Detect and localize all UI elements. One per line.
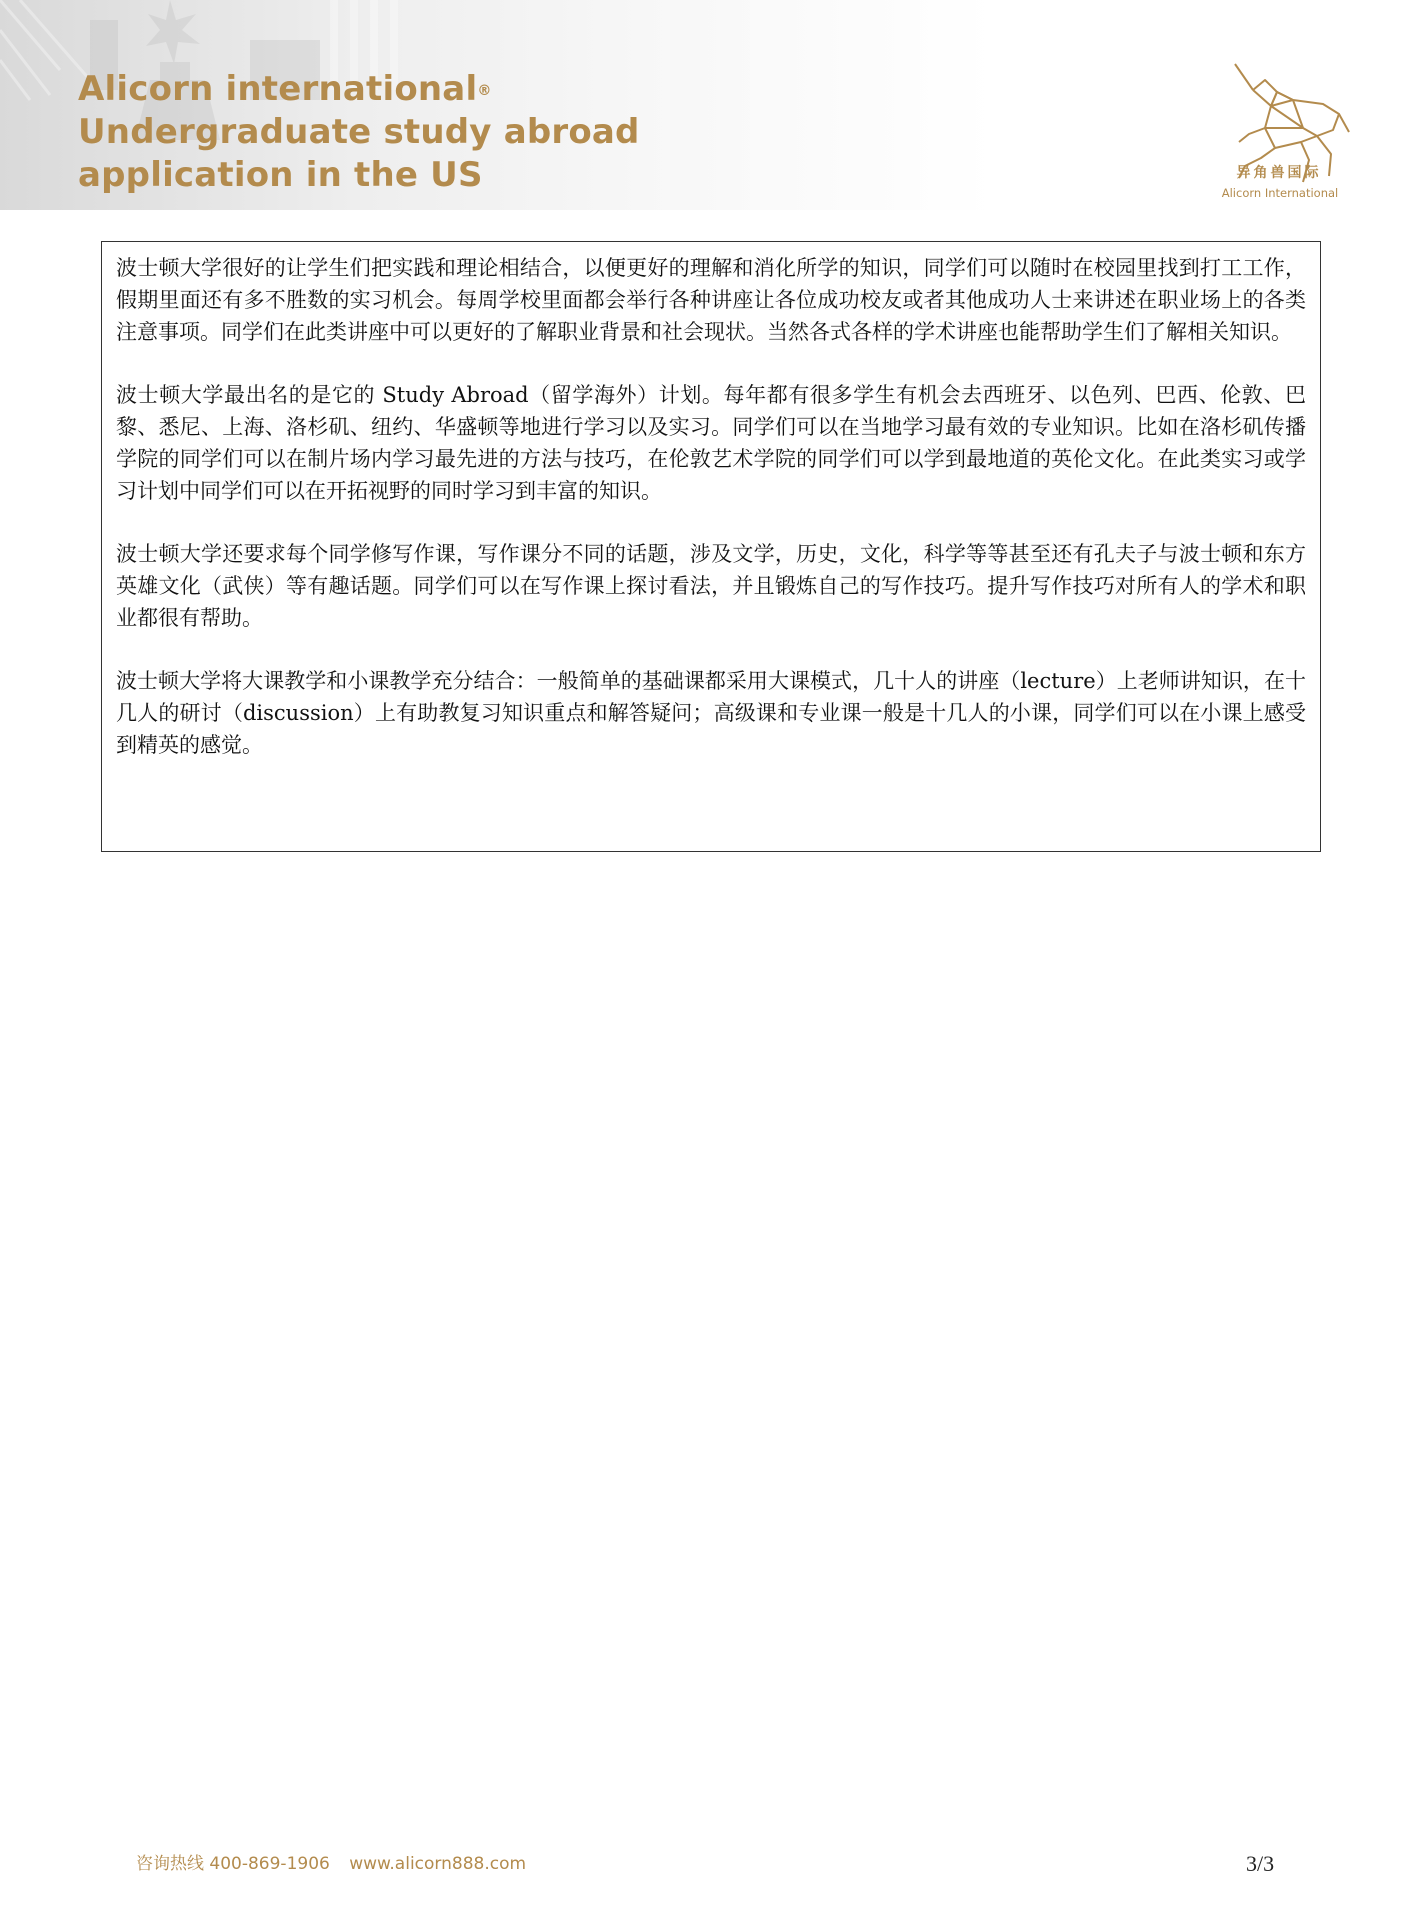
paragraph-practice-and-theory: 波士顿大学很好的让学生们把实践和理论相结合，以便更好的理解和消化所学的知识，同学们可以随时在校园里找到打工工作，假期里面还有多不胜数的实习机会。每周学校里面都会举行各种讲座让各位成功校友或者其他成功人士来讲述在职业场上的各类注意事项。同学们在此类讲座中可以更好的了解职业背景和社会现状。当然各式各样的学术讲座也能帮助学生们了解相关知识。: [116, 256, 1306, 344]
registered-mark: ®: [477, 83, 492, 99]
logo-chinese-name: 异角兽国际: [1236, 165, 1322, 181]
paragraph-study-abroad: 波士顿大学最出名的是它的 Study Abroad（留学海外）计划。每年都有很多学生有机会去西班牙、以色列、巴西、伦敦、巴黎、悉尼、上海、洛杉矶、纽约、华盛顿等地进行学习以及实习。同学们可以在当地学习最有效的专业知识。比如在洛杉矶传播学院的同学们可以在制片场内学习最先进的方法与技巧，在伦敦艺术学院的同学们可以学到最地道的英伦文化。在此类实习或学习计划中同学们可以在开拓视野的同时学习到丰富的知识。: [116, 383, 1306, 503]
title-line-1: Alicorn international®: [78, 69, 492, 109]
paragraph-class-format: 波士顿大学将大课教学和小课教学充分结合：一般简单的基础课都采用大课模式，几十人的讲座（lecture）上老师讲知识，在十几人的研讨（discussion）上有助教复习知识重点和解答疑问；高级课和专业课一般是十几人的小课，同学们可以在小课上感受到精英的感觉。: [116, 669, 1306, 757]
footer-contact: [136, 1849, 540, 1874]
logo-english-name: Alicorn International: [1221, 186, 1339, 200]
content-box: [101, 241, 1321, 852]
title-line-3: application in the US: [78, 155, 483, 195]
paragraph-writing-course: 波士顿大学还要求每个同学修写作课，写作课分不同的话题，涉及文学，历史，文化，科学等等甚至还有孔夫子与波士顿和东方英雄文化（武侠）等有趣话题。同学们可以在写作课上探讨看法，并且锻炼自己的写作技巧。提升写作技巧对所有人的学术和职业都很有帮助。: [116, 542, 1306, 630]
title-line-2: Undergraduate study abroad: [78, 112, 640, 152]
page-number: 3/3: [1246, 1851, 1275, 1876]
footer-hotline: 咨询热线 400-869-1906: [136, 1854, 330, 1874]
document-title: [78, 68, 640, 197]
footer-website-link[interactable]: www.alicorn888.com: [349, 1854, 527, 1874]
